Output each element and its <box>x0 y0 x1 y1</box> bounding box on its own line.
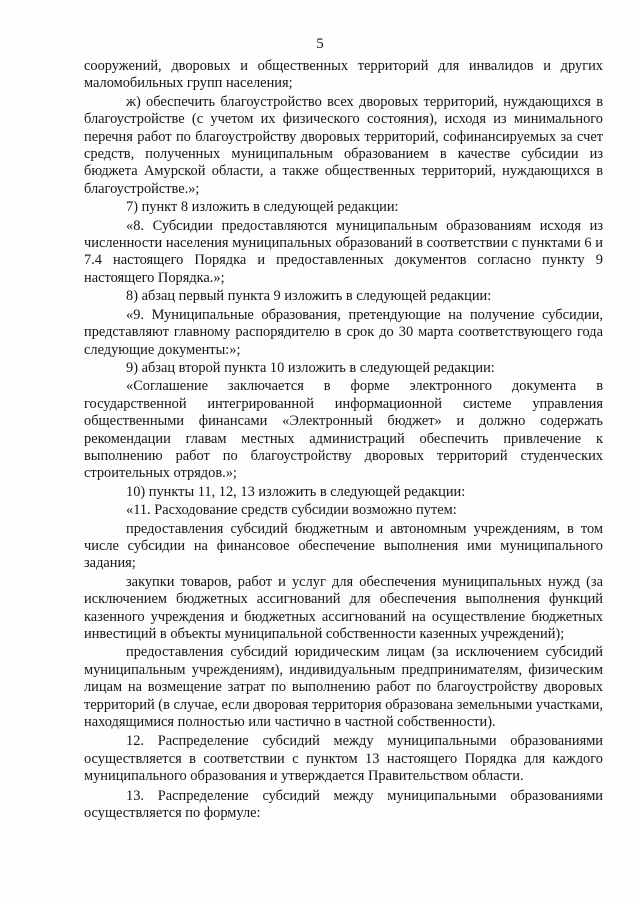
paragraph-clause-12: 12. Распределение субсидий между муниципальными образованиями осуществляется в соответствии с пунктом 13 настоящего Порядка для каждого муниципального образования и утверждается Правительством области. <box>84 733 603 785</box>
paragraph-clause-13: 13. Распределение субсидий между муниципальными образованиями осуществляется по формуле: <box>84 787 603 822</box>
paragraph-amendment-8: 8) абзац первый пункта 9 изложить в следующей редакции: <box>126 288 492 305</box>
paragraph-procurement: закупки товаров, работ и услуг для обеспечения муниципальных нужд (за исключением бюджетных ассигнований для обеспечения выполнения функций казенного учреждения и бюджетных ассигнований на осуществление бюджетных инвестиций в объекты муниципальной собственности казенных учреждений); <box>84 573 603 642</box>
paragraph-agreement: «Соглашение заключается в форме электронного документа в государственной интегрированной информационной системе управления общественными финансами «Электронный бюджет» и должно содержать рекомендации главам местных администраций обеспечить привлечение к выполнению работ по благоустройству дворовых территорий студенческих строительных отрядов.»; <box>84 378 603 482</box>
paragraph-continuation: сооружений, дворовых и общественных территорий для инвалидов и других маломобильных групп населения; <box>84 58 603 92</box>
paragraph-amendment-7: 7) пункт 8 изложить в следующей редакции: <box>126 199 399 216</box>
paragraph-clause-11: «11. Расходование средств субсидии возможно путем: <box>126 502 457 519</box>
paragraph-clause-8: «8. Субсидии предоставляются муниципальным образованиям исходя из численности населения муниципальных образований в соответствии с пунктами 6 и 7.4 настоящего Порядка и предоставленных документов согласно пункту 9 настоящего Порядка.»; <box>84 217 603 286</box>
document-body <box>84 58 603 823</box>
paragraph-subsidies-institutions: предоставления субсидий бюджетным и автономным учреждениям, в том числе субсидии на финансовое обеспечение выполнения ими муниципального задания; <box>84 520 603 572</box>
paragraph-clause-9: «9. Муниципальные образования, претендующие на получение субсидии, представляют главному распорядителю в срок до 30 марта соответствующего года следующие документы:»; <box>84 306 603 358</box>
paragraph-subsidies-legal-entities: предоставления субсидий юридическим лицам (за исключением субсидий муниципальным учреждениям), индивидуальным предпринимателям, физическим лицам на возмещение затрат по выполнению работ по благоустройству дворовых территорий (в случае, если дворовая территория образована земельными участками, находящимися полностью или частично в частной собственности). <box>84 644 603 731</box>
paragraph-item-zh: ж) обеспечить благоустройство всех дворовых территорий, нуждающихся в благоустройстве (с учетом их физического состояния), исходя из минимального перечня работ по благоустройству дворовых территорий, софинансируемых за счет средств, полученных муниципальным образованием в качестве субсидии из бюджета Амурской области, а также общественных территорий, нуждающихся в благоустройстве.»; <box>84 93 603 197</box>
paragraph-amendment-9: 9) абзац второй пункта 10 изложить в следующей редакции: <box>126 359 495 376</box>
paragraph-amendment-10: 10) пункты 11, 12, 13 изложить в следующей редакции: <box>126 483 466 500</box>
page-number: 5 <box>316 36 324 52</box>
